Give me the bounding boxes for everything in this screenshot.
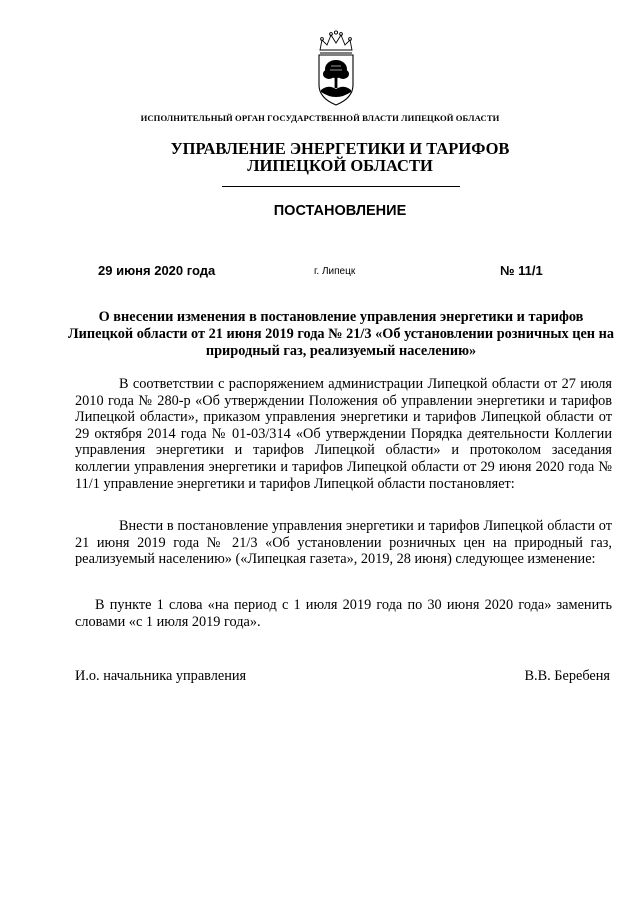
signer-title: И.о. начальника управления <box>75 668 247 684</box>
body-paragraph: В соответствии с распоряжением администрации Липецкой области от 27 июля 2010 года № 280-р «Об утверждении Положения об управлении энергетики и тарифов Липецкой области», приказом управления энергетики и тарифов Липецкой области от 29 октября 2014 года № 01-03/314 «Об утверждении Порядка деятельности Коллегии управления энергетики и тарифов Липецкой области» и протоколом заседания коллегии управления энергетики и тарифов Липецкой области от 29 июня 2020 года № 11/1 управление энергетики и тарифов Липецкой области постановляет: <box>75 376 612 492</box>
agency-name-line-2: ЛИПЕЦКОЙ ОБЛАСТИ <box>247 156 433 175</box>
lipetsk-coat-of-arms-icon <box>304 30 368 108</box>
issuing-authority-line: ИСПОЛНИТЕЛЬНЫЙ ОРГАН ГОСУДАРСТВЕННОЙ ВЛАСТИ ЛИПЕЦКОЙ ОБЛАСТИ <box>140 113 500 123</box>
document-title: О внесении изменения в постановление управления энергетики и тарифов Липецкой области от 21 июня 2019 года № 21/3 «Об установлении розничных цен на природный газ, реализуемый населению» <box>68 309 614 359</box>
agency-name-line-1: УПРАВЛЕНИЕ ЭНЕРГЕТИКИ И ТАРИФОВ <box>170 139 510 158</box>
header-divider <box>222 186 460 187</box>
agency-name <box>0 140 640 174</box>
body-paragraph: В пункте 1 слова «на период с 1 июля 2019 года по 30 июня 2020 года» заменить словами «с 1 июля 2019 года». <box>75 597 612 630</box>
document-number: № 11/1 <box>500 263 543 278</box>
document-city: г. Липецк <box>314 266 356 277</box>
document-type: ПОСТАНОВЛЕНИЕ <box>273 203 407 219</box>
body-paragraph: Внести в постановление управления энергетики и тарифов Липецкой области от 21 июня 2019 года № 21/3 «Об установлении розничных цен на природный газ, реализуемый населению» («Липецкая газета», 2019, 28 июня) следующее изменение: <box>75 518 612 568</box>
signer-name: В.В. Беребеня <box>524 668 610 684</box>
document-date: 29 июня 2020 года <box>98 263 216 278</box>
